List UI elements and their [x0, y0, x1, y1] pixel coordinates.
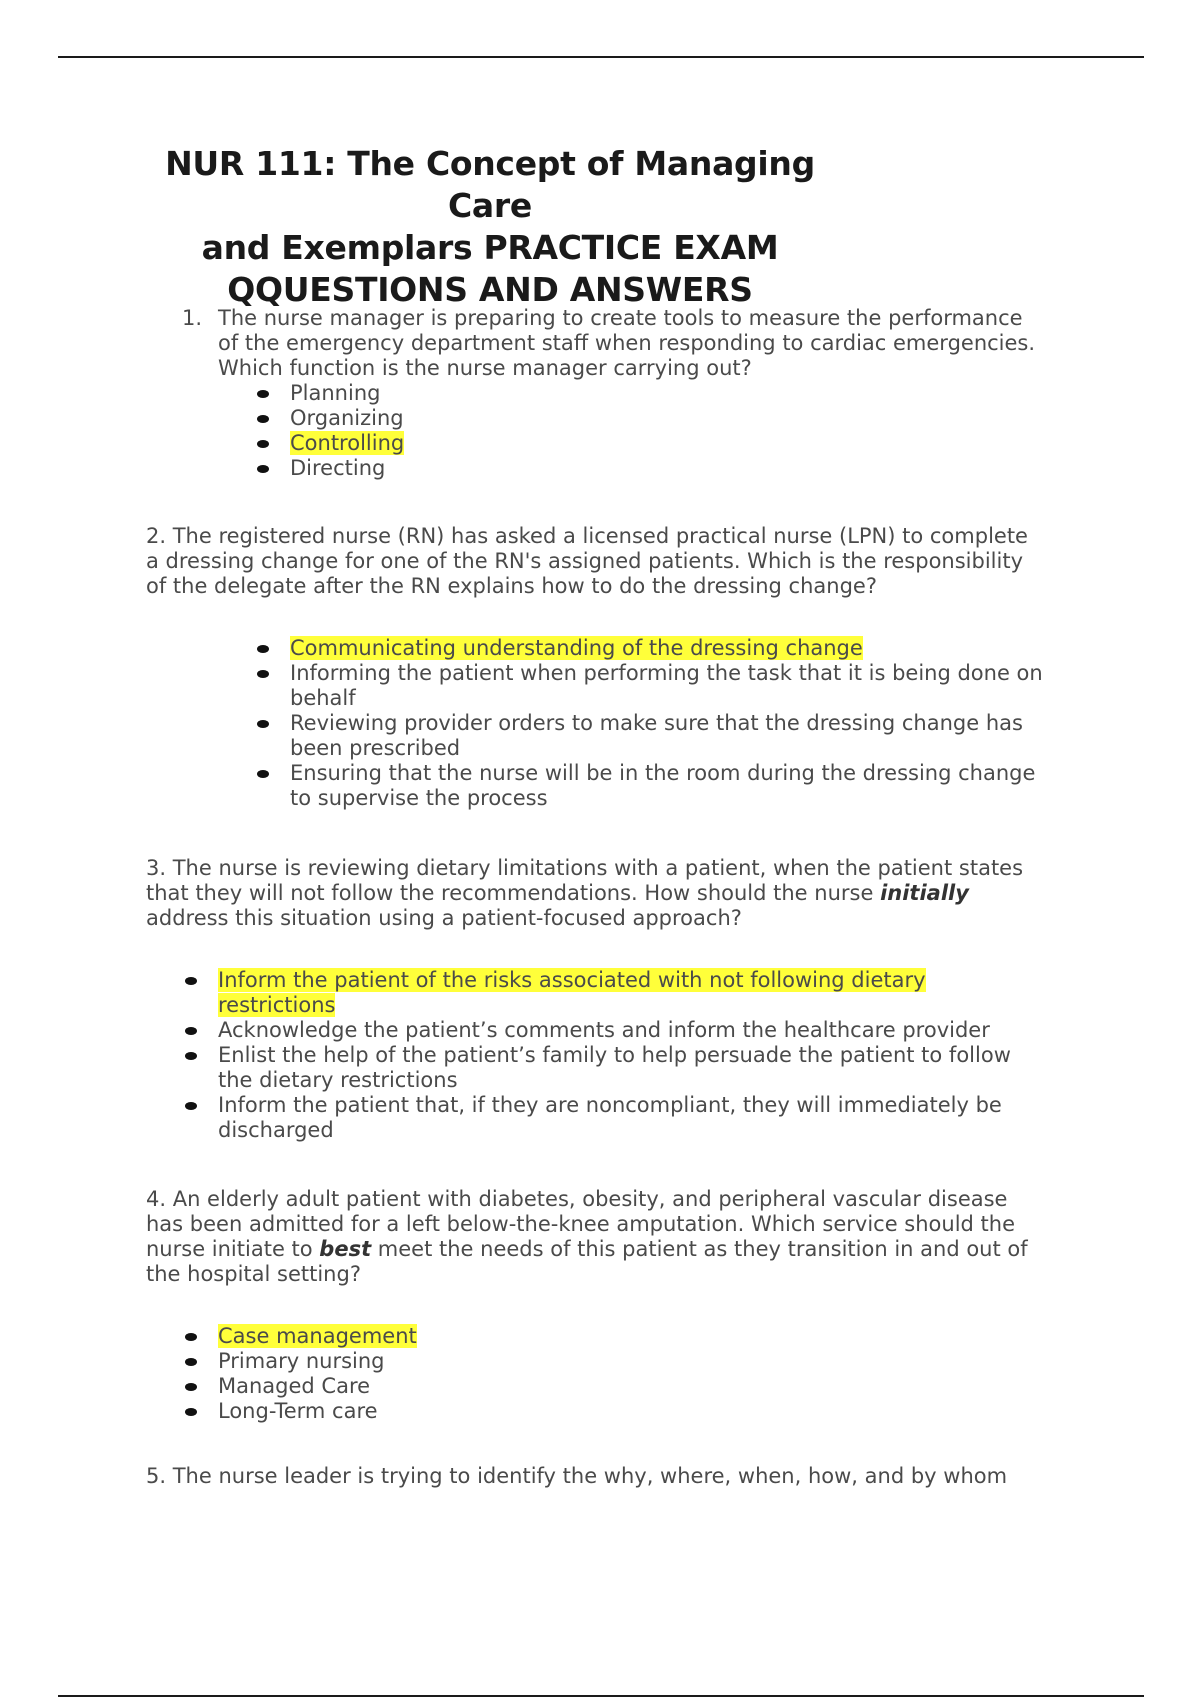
title-line: QQUESTIONS AND ANSWERS [227, 270, 753, 309]
highlighted-answer: Case management [218, 1324, 417, 1348]
question-text-line: the hospital setting? [146, 1262, 361, 1286]
highlighted-answer: Inform the patient of the risks associated with not following dietary [218, 968, 926, 992]
answer-option: Reviewing provider orders to make sure that the dressing change has been prescribed [290, 711, 1106, 761]
question-text-line: nurse initiate to best meet the needs of this patient as they transition in and out of [146, 1237, 1028, 1261]
question-text-line: 5. The nurse leader is trying to identify the why, where, when, how, and by whom [146, 1464, 1008, 1488]
title-line: and Exemplars PRACTICE EXAM [201, 228, 779, 267]
answer-option: Inform the patient that, if they are noncompliant, they will immediately be discharged [218, 1093, 1106, 1143]
question-text-line: address this situation using a patient-focused approach? [146, 906, 742, 930]
top-rule [58, 56, 1144, 58]
bullet-icon [185, 1102, 197, 1110]
answer-option: Managed Care [218, 1374, 1106, 1399]
answer-options [218, 968, 1106, 1143]
emphasis: initially [880, 881, 969, 905]
highlighted-answer: Communicating understanding of the dressing change [290, 636, 863, 660]
emphasis: best [319, 1237, 372, 1261]
answer-option: Informing the patient when performing the task that it is being done on behalf [290, 661, 1106, 711]
question-4 [146, 1187, 1106, 1424]
question-text-line: of the delegate after the RN explains how to do the dressing change? [146, 574, 877, 598]
highlighted-answer: restrictions [218, 993, 336, 1017]
answer-option: Primary nursing [218, 1349, 1106, 1374]
question-5 [146, 1464, 1106, 1489]
answer-option-correct [290, 431, 1118, 456]
bullet-icon [185, 1383, 197, 1391]
answer-option: Planning [290, 381, 1118, 406]
bullet-icon [185, 977, 197, 985]
bullet-icon [257, 390, 269, 398]
question-text-line: 4. An elderly adult patient with diabetes, obesity, and peripheral vascular disease [146, 1187, 1008, 1211]
question-text-line: The nurse manager is preparing to create tools to measure the performance [218, 306, 1023, 330]
bullet-icon [185, 1052, 197, 1060]
answer-option-correct [218, 968, 1106, 1018]
question-text-line: 2. The registered nurse (RN) has asked a licensed practical nurse (LPN) to complete [146, 524, 1028, 548]
highlighted-answer: Controlling [290, 431, 405, 455]
answer-option-correct [290, 636, 1106, 661]
answer-option: Ensuring that the nurse will be in the room during the dressing change to supervise the process [290, 761, 1106, 811]
answer-options [290, 381, 1118, 481]
bullet-icon [185, 1333, 197, 1341]
question-3 [146, 856, 1106, 1143]
question-text-line: has been admitted for a left below-the-knee amputation. Which service should the [146, 1212, 1016, 1236]
question-text-line: a dressing change for one of the RN's assigned patients. Which is the responsibility [146, 549, 1023, 573]
question-2 [146, 524, 1106, 811]
answer-option-correct [218, 1324, 1106, 1349]
question-text-line: 3. The nurse is reviewing dietary limitations with a patient, when the patient states [146, 856, 1024, 880]
bullet-icon [257, 670, 269, 678]
answer-option: Enlist the help of the patient’s family to help persuade the patient to follow the dietary restrictions [218, 1043, 1106, 1093]
bullet-icon [257, 770, 269, 778]
answer-options [218, 1324, 1106, 1424]
title-line: NUR 111: The Concept of Managing Care [165, 144, 815, 225]
bullet-icon [185, 1408, 197, 1416]
bullet-icon [257, 465, 269, 473]
answer-option: Long-Term care [218, 1399, 1106, 1424]
answer-option: Directing [290, 456, 1118, 481]
question-text-line: that they will not follow the recommendations. How should the nurse initially [146, 881, 969, 905]
bullet-icon [257, 415, 269, 423]
page-title [140, 143, 840, 311]
answer-option: Organizing [290, 406, 1118, 431]
question-text-line: Which function is the nurse manager carrying out? [218, 356, 752, 380]
question-text-line: of the emergency department staff when responding to cardiac emergencies. [218, 331, 1036, 355]
bullet-icon [257, 720, 269, 728]
answer-option: Acknowledge the patient’s comments and inform the healthcare provider [218, 1018, 1106, 1043]
bottom-rule [58, 1695, 1144, 1697]
bullet-icon [185, 1027, 197, 1035]
question-number: 1. [182, 306, 203, 330]
bullet-icon [257, 645, 269, 653]
bullet-icon [257, 440, 269, 448]
answer-options [290, 636, 1106, 811]
bullet-icon [185, 1358, 197, 1366]
